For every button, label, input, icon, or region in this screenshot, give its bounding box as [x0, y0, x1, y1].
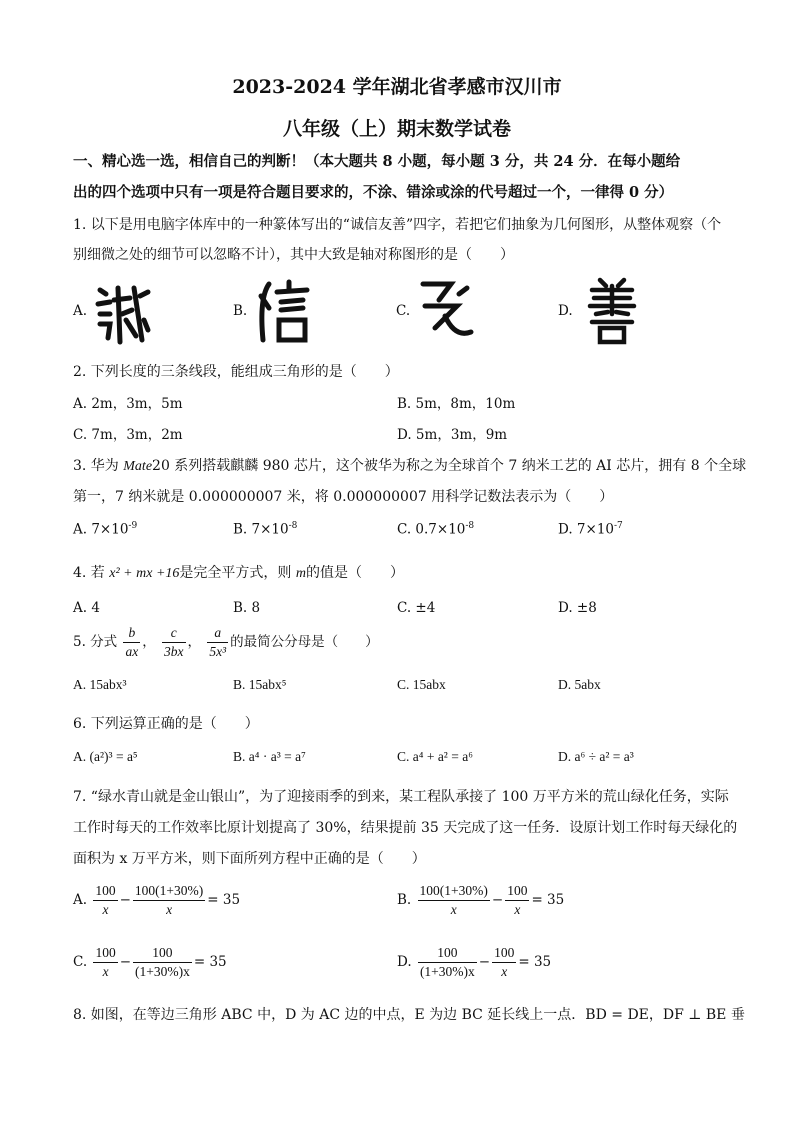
q3-stem-line1 — [73, 455, 747, 475]
q7-option-c-label: C. — [73, 954, 88, 970]
q3-option-c-base: C. 0.7×10 — [397, 521, 466, 538]
q7-c-f1-den: x — [102, 964, 109, 979]
q7-d-f2-num: 100 — [492, 944, 516, 963]
q2-option-b: B. 5m，8m，10m — [397, 396, 516, 412]
q7-option-b — [397, 882, 564, 919]
q4-stem-mid: 是完全平方式，则 — [179, 565, 296, 581]
section-instructions-line2: 出的四个选项中只有一项是符合题目要求的，不涂、错涂或涂的代号超过一个，一律得 0 分） — [73, 184, 674, 201]
q7-b-f2-num: 100 — [505, 882, 529, 901]
q7-option-b-label: B. — [397, 892, 412, 908]
q5-option-d: D. 5abx — [558, 677, 601, 692]
q7-stem-line1: 7. “绿水青山就是金山银山”，为了迎接雨季的到来，某工程队承接了 100 万平方米的荒山绿化任务，实际 — [73, 789, 729, 805]
q6-option-a: A. (a²)³ = a⁵ — [73, 749, 138, 764]
q5-fraction-1 — [123, 624, 140, 661]
q7-option-c — [73, 944, 227, 981]
q7-b-minus: − — [491, 892, 504, 908]
q7-option-d-label: D. — [397, 954, 412, 970]
q7-b-f2-den: x — [514, 902, 521, 917]
q7-c-fraction-1 — [93, 944, 117, 981]
q7-b-fraction-1 — [418, 882, 490, 919]
q2-option-d: D. 5m，3m，9m — [397, 427, 508, 443]
q5-stem-end: 的最简公分母是（ ） — [230, 634, 379, 650]
q6-option-b: B. a⁴ · a³ = a⁷ — [233, 749, 306, 764]
q3-option-a — [73, 521, 137, 538]
q3-option-c — [397, 521, 474, 538]
q7-d-f1-den: (1+30%)x — [419, 964, 475, 979]
q7-a-f2-num: 100(1+30%) — [133, 882, 205, 901]
q6-option-d: D. a⁶ ÷ a² = a³ — [558, 749, 634, 764]
q7-option-a-label: A. — [73, 892, 88, 908]
q7-a-f1-den: x — [102, 902, 109, 917]
q4-option-a: A. 4 — [73, 600, 100, 616]
q1-option-c-label: C. — [396, 303, 411, 319]
q7-c-tail: = 35 — [193, 954, 227, 970]
q4-stem-prefix: 4. 若 — [73, 565, 110, 581]
q7-c-f2-den: (1+30%)x — [135, 964, 190, 979]
q3-stem-mate: Mate — [123, 459, 153, 474]
q7-a-fraction-2 — [133, 882, 205, 919]
q4-option-b: B. 8 — [233, 600, 261, 616]
exam-title-line2: 八年级（上）期末数学试卷 — [282, 118, 511, 140]
q7-b-fraction-2 — [505, 882, 529, 919]
q5-f1-denominator: ax — [125, 644, 139, 659]
q3-option-c-exp: -8 — [465, 521, 475, 531]
q7-c-minus: − — [119, 954, 131, 970]
q7-d-fraction-1 — [418, 944, 477, 981]
q5-f3-denominator: 5x³ — [209, 644, 227, 659]
q5-option-a: A. 15abx³ — [73, 677, 127, 692]
q1-option-d-label: D. — [558, 303, 573, 319]
q1-option-a-label: A. — [73, 303, 88, 319]
q2-option-a: A. 2m，3m，5m — [73, 396, 183, 412]
q5-option-b: B. 15abx⁵ — [233, 677, 287, 692]
q7-a-f1-num: 100 — [93, 882, 117, 901]
q3-option-b — [233, 521, 297, 538]
q6-stem: 6. 下列运算正确的是（ ） — [73, 716, 259, 732]
q7-b-f1-num: 100(1+30%) — [418, 882, 490, 901]
q5-fraction-2 — [162, 624, 186, 661]
q7-option-a — [73, 882, 240, 919]
q5-f2-numerator: c — [162, 624, 186, 643]
q3-stem-rest: 20 系列搭载麒麟 980 芯片，这个被华为称之为全球首个 7 纳米工艺的 AI 芯片，拥有 8 个全球 — [152, 458, 747, 474]
q5-f2-denominator: 3bx — [164, 644, 184, 659]
seal-char-shan-icon — [582, 276, 642, 346]
q5-option-c: C. 15abx — [397, 677, 446, 692]
q5-stem: 5. 分式 $\frac{b}{ax}$ ， $\frac{c}{3bx}$ ， $\frac{a}{\text{5x³}}$ 的最简公分母是（ ） — [73, 625, 379, 659]
q4-stem — [73, 562, 723, 582]
q7-d-tail: = 35 — [518, 954, 552, 970]
q3-stem-line2: 第一，7 纳米就是 0.000000007 米，将 0.000000007 用科学记数法表示为（ ） — [73, 489, 614, 505]
q2-stem: 2. 下列长度的三条线段，能组成三角形的是（ ） — [73, 364, 399, 380]
q7-d-minus: − — [478, 954, 491, 970]
q7-c-fraction-2 — [133, 944, 192, 981]
q1-stem-line1: 1. 以下是用电脑字体库中的一种篆体写出的“诚信友善”四字，若把它们抽象为几何图形，从整体观察（个 — [73, 217, 722, 233]
q3-option-a-base: A. 7×10 — [73, 521, 129, 538]
q5-fraction-3 — [207, 624, 228, 661]
q3-option-d-base: D. 7×10 — [558, 521, 615, 538]
q3-option-b-base: B. 7×10 — [233, 521, 289, 538]
q1-option-b-label: B. — [233, 303, 248, 319]
section-instructions-line1: 一、精心选一选，相信自己的判断！（本大题共 8 小题，每小题 3 分，共 24 分．在每小题给 — [73, 153, 681, 170]
seal-char-xin-icon — [255, 278, 315, 348]
q4-expression: x² + mx +16 — [109, 566, 180, 581]
q1-stem-line2: 别细微之处的细节可以忽略不计），其中大致是轴对称图形的是（ ） — [73, 247, 514, 263]
q7-c-f1-num: 100 — [93, 944, 117, 963]
q8-stem-line1: 8. 如图，在等边三角形 ABC 中，D 为 AC 边的中点，E 为边 BC 延长线上一点．BD = DE，DF ⊥ BE 垂 — [73, 1007, 745, 1023]
q7-a-f2-den: x — [166, 902, 173, 917]
seal-char-cheng-icon — [92, 280, 152, 350]
q7-a-fraction-1 — [93, 882, 117, 919]
q3-option-d-exp: -7 — [614, 521, 623, 531]
q7-d-fraction-2 — [492, 944, 516, 981]
q3-option-b-exp: -8 — [288, 521, 298, 531]
q7-d-f1-num: 100 — [418, 944, 477, 963]
q7-stem-line2: 工作时每天的工作效率比原计划提高了 30%，结果提前 35 天完成了这一任务．设原计划工作时每天绿化的 — [73, 820, 738, 836]
q6-option-c: C. a⁴ + a² = a⁶ — [397, 749, 473, 764]
q5-stem-prefix: 5. 分式 — [73, 634, 118, 650]
exam-title-line1: 2023-2024 学年湖北省孝感市汉川市 — [232, 76, 562, 98]
q3-option-d — [558, 521, 623, 538]
q4-option-c: C. ±4 — [397, 600, 436, 616]
q4-option-d: D. ±8 — [558, 600, 597, 616]
q7-a-tail: = 35 — [207, 892, 241, 908]
q7-b-f1-den: x — [450, 902, 457, 917]
q3-option-a-exp: -9 — [128, 521, 138, 531]
q7-d-f2-den: x — [501, 964, 508, 979]
seal-char-you-icon — [415, 276, 475, 346]
q4-variable-m: m — [295, 566, 306, 581]
q7-a-minus: − — [119, 892, 131, 908]
q5-f1-numerator: b — [123, 624, 140, 643]
q7-stem-line3: 面积为 x 万平方米，则下面所列方程中正确的是（ ） — [73, 851, 426, 867]
q7-b-tail: = 35 — [531, 892, 565, 908]
q3-stem-prefix: 3. 华为 — [73, 458, 124, 474]
q5-f3-numerator: a — [207, 624, 228, 643]
q2-option-c: C. 7m，3m，2m — [73, 427, 183, 443]
q7-option-d — [397, 944, 551, 981]
q7-c-f2-num: 100 — [133, 944, 192, 963]
q4-stem-end: 的值是（ ） — [305, 565, 404, 581]
